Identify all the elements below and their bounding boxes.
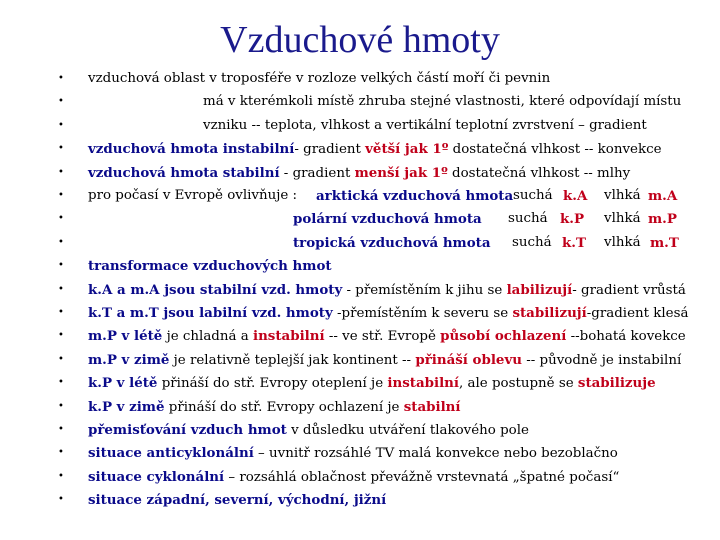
line-text: přemisťování vzduch hmot v důsledku utváření tlakového pole <box>88 422 529 438</box>
list-item <box>0 325 720 347</box>
bullet-icon: • <box>58 119 64 131</box>
bullet-icon: • <box>58 213 64 225</box>
list-item <box>0 442 720 464</box>
bullet-icon: • <box>58 190 64 201</box>
list-item <box>0 419 720 441</box>
wet-label: vlhká <box>604 188 641 203</box>
line-text: k.A a m.A jsou stabilní vzd. hmoty - přemístěním k jihu se labilizují- gradient vrůstá <box>88 281 686 298</box>
list-item <box>0 185 720 207</box>
line-text: situace cyklonální – rozsáhlá oblačnost převážně vrstevnatá „špatné počasí“ <box>88 468 620 485</box>
term-instabilni: vzduchová hmota instabilní <box>88 141 295 158</box>
line-text: k.T a m.T jsou labilní vzd. hmoty -přemístěním k severu se stabilizují-gradient klesá <box>88 305 689 321</box>
line-text: k.P v zimě přináší do stř. Evropy ochlazení je stabilní <box>88 398 461 415</box>
bullet-icon: • <box>58 73 64 84</box>
list-item <box>0 162 720 184</box>
bullet-icon: • <box>58 260 64 272</box>
section-heading: transformace vzduchových hmot <box>88 258 332 275</box>
bullet-icon: • <box>58 494 64 506</box>
line-text: vzduchová hmota stabilní - gradient menší jak 1º dostatečná vlhkost -- mlhy <box>88 164 631 181</box>
bullet-icon: • <box>58 143 64 155</box>
list-item <box>0 208 720 230</box>
bullet-icon: • <box>58 377 64 389</box>
list-item <box>0 91 720 113</box>
code-wet: m.T <box>650 234 679 251</box>
list-item <box>0 372 720 394</box>
dry-label: suchá <box>508 211 548 227</box>
slide-title: Vzduchové hmoty <box>220 19 500 61</box>
line-text: má v kterémkoli místě zhruba stejné vlastnosti, které odpovídají místu <box>203 94 682 110</box>
bullet-icon: • <box>58 96 64 108</box>
air-mass-name: arktická vzduchová hmota <box>316 188 514 204</box>
dry-label: suchá <box>513 188 553 203</box>
bullet-icon: • <box>58 236 64 248</box>
list-item <box>0 279 720 301</box>
code-wet: m.A <box>648 188 678 204</box>
bullet-icon: • <box>58 424 64 435</box>
bullet-icon: • <box>58 283 64 295</box>
list-item <box>0 349 720 371</box>
line-text: pro počasí v Evropě ovlivňuje : <box>88 188 298 203</box>
bullet-icon: • <box>58 330 64 342</box>
code-dry: k.T <box>562 234 586 251</box>
bullet-icon: • <box>58 447 64 459</box>
line-text: situace západní, severní, východní, jižní <box>88 492 387 509</box>
bullet-icon: • <box>58 400 64 412</box>
list-item <box>0 68 720 90</box>
term-stabilni: vzduchová hmota stabilní <box>88 164 280 181</box>
air-mass-name: tropická vzduchová hmota <box>293 234 491 251</box>
list-item <box>0 232 720 254</box>
code-wet: m.P <box>648 211 677 228</box>
dry-label: suchá <box>512 234 552 250</box>
code-dry: k.P <box>560 211 585 228</box>
line-text: m.P v létě je chladná a instabilní -- ve stř. Evropě působí ochlazení --bohatá kovekce <box>88 328 686 345</box>
line-text: m.P v zimě je relativně teplejší jak kontinent -- přináší oblevu -- původně je instabilní <box>88 351 682 368</box>
line-text: k.P v létě přináší do stř. Evropy oteplení je instabilní, ale postupně se stabilizuje <box>88 375 656 392</box>
bullet-icon: • <box>58 166 64 178</box>
list-item <box>0 255 720 277</box>
bullet-icon: • <box>58 307 64 318</box>
list-item <box>0 115 720 137</box>
code-dry: k.A <box>563 188 588 204</box>
list-item <box>0 138 720 160</box>
air-mass-name: polární vzduchová hmota <box>293 211 482 228</box>
line-text: vzniku -- teplota, vlhkost a vertikální teplotní zvrstvení – gradient <box>203 117 647 133</box>
bullet-icon: • <box>58 353 64 365</box>
wet-label: vlhká <box>604 211 641 227</box>
line-text: vzduchová oblast v troposféře v rozloze velkých částí moří či pevnin <box>88 71 551 86</box>
list-item <box>0 396 720 418</box>
highlight-gradient: menší jak 1º <box>354 164 448 181</box>
highlight-gradient: větší jak 1º <box>365 141 449 158</box>
wet-label: vlhká <box>604 234 641 250</box>
bullet-icon: • <box>58 470 64 482</box>
list-item <box>0 489 720 511</box>
list-item <box>0 466 720 488</box>
line-text: situace anticyklonální – uvnitř rozsáhlé TV malá konvekce nebo bezoblačno <box>88 445 618 462</box>
list-item <box>0 302 720 324</box>
line-text: vzduchová hmota instabilní- gradient větší jak 1º dostatečná vlhkost -- konvekce <box>88 141 662 158</box>
